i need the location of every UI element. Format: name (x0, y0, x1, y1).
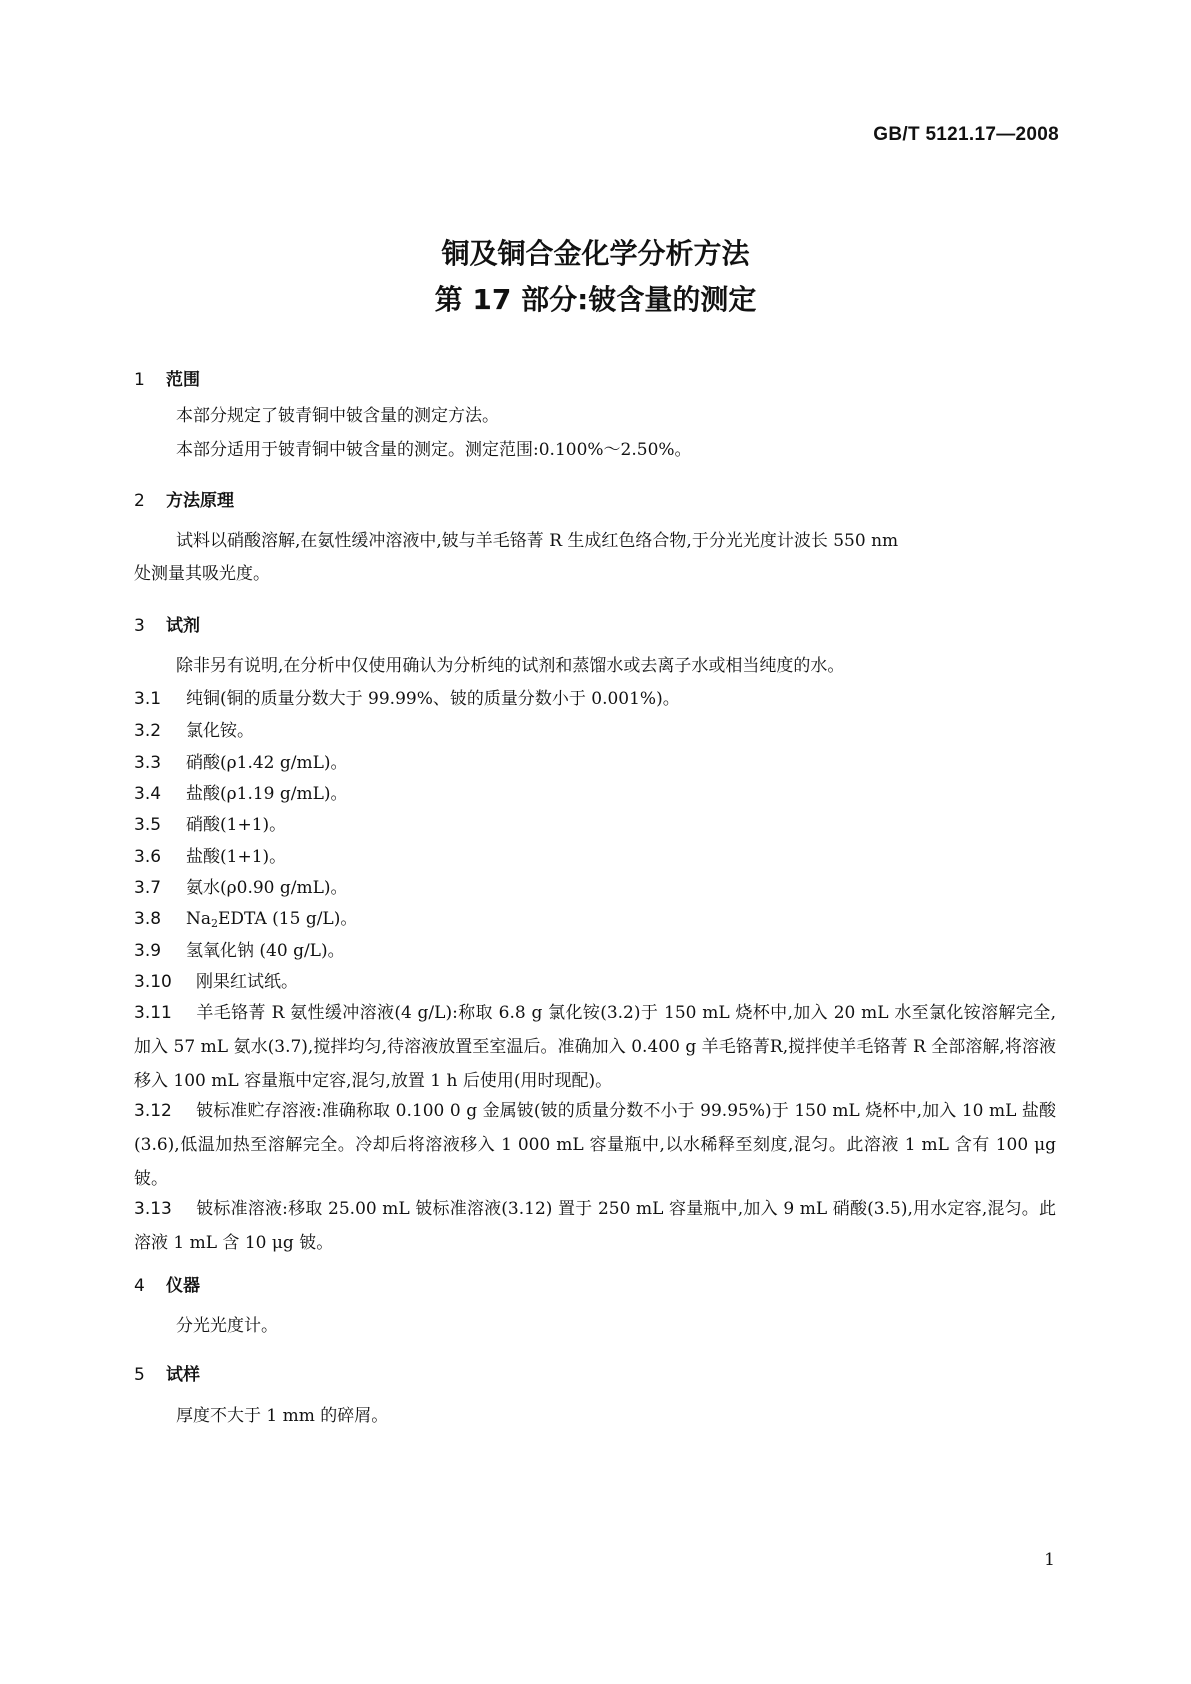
section-number: 4 (134, 1276, 145, 1296)
page-number: 1 (1044, 1550, 1055, 1570)
paragraph: 试料以硝酸溶解,在氨性缓冲溶液中,铍与羊毛铬菁 R 生成红色络合物,于分光光度计波长 550 nm (176, 531, 899, 551)
section-number: 5 (134, 1365, 145, 1385)
list-item: 3.10 刚果红试纸。 (134, 972, 298, 992)
section-title: 试样 (166, 1365, 200, 1385)
paragraph: 处测量其吸光度。 (134, 564, 270, 584)
list-item: 3.11 羊毛铬菁 R 氨性缓冲溶液(4 g/L):称取 6.8 g 氯化铵(3.2)于 150 mL 烧杯中,加入 20 mL 水至氯化铵溶解完全,加入 57 mL 氨水(3.7),搅拌均匀,待溶液放置至室温后。准确加入 0.400 g 羊毛铬菁R,搅拌使羊毛铬菁 R 全部溶解,将溶液移入 100 mL 容量瓶中定容,混匀,放置 1 h 后使用(用时现配)。 (134, 1003, 1056, 1091)
paragraph: 厚度不大于 1 mm 的碎屑。 (176, 1406, 389, 1426)
list-item: 3.7 氨水(ρ0.90 g/mL)。 (134, 878, 348, 898)
list-item: 3.6 盐酸(1+1)。 (134, 847, 287, 867)
section-heading-scope (134, 365, 200, 390)
document-title-line1: 铜及铜合金化学分析方法 (441, 237, 750, 270)
list-item: 3.1 纯铜(铜的质量分数大于 99.99%、铍的质量分数小于 0.001%)。 (134, 689, 680, 709)
section-heading-sample (134, 1360, 200, 1385)
paragraph: 分光光度计。 (176, 1316, 278, 1336)
section-title: 范围 (166, 370, 200, 390)
section-number: 2 (134, 491, 145, 511)
list-item: 3.5 硝酸(1+1)。 (134, 815, 287, 835)
list-item: 3.12 铍标准贮存溶液:准确称取 0.100 0 g 金属铍(铍的质量分数不小于 99.95%)于 150 mL 烧杯中,加入 10 mL 盐酸(3.6),低温加热至溶解完全。冷却后将溶液移入 1 000 mL 容量瓶中,以水稀释至刻度,混匀。此溶液 1 mL 含有 100 μg 铍。 (134, 1101, 1056, 1189)
paragraph: 本部分规定了铍青铜中铍含量的测定方法。 (176, 406, 499, 426)
paragraph: 除非另有说明,在分析中仅使用确认为分析纯的试剂和蒸馏水或去离子水或相当纯度的水。 (176, 656, 845, 676)
section-number: 3 (134, 616, 145, 636)
paragraph: 本部分适用于铍青铜中铍含量的测定。测定范围:0.100%～2.50%。 (176, 440, 692, 460)
list-item: 3.9 氢氧化钠 (40 g/L)。 (134, 941, 345, 961)
list-item: 3.4 盐酸(ρ1.19 g/mL)。 (134, 784, 348, 804)
document-title-line2: 第 17 部分:铍含量的测定 (434, 283, 757, 316)
list-item: 3.8 $Na_2EDTA$ (15 g/L)。 (134, 909, 358, 930)
section-heading-reagents (134, 611, 200, 636)
standard-code: GB/T 5121.17—2008 (873, 124, 1059, 145)
section-number: 1 (134, 370, 145, 390)
section-title: 仪器 (166, 1276, 200, 1296)
section-heading-apparatus (134, 1271, 200, 1296)
list-item: 3.3 硝酸(ρ1.42 g/mL)。 (134, 753, 348, 773)
section-heading-principle (134, 486, 234, 511)
section-title: 试剂 (166, 616, 200, 636)
list-item: 3.13 铍标准溶液:移取 25.00 mL 铍标准溶液(3.12) 置于 250 mL 容量瓶中,加入 9 mL 硝酸(3.5),用水定容,混匀。此溶液 1 mL 含 10 μg 铍。 (134, 1199, 1056, 1253)
section-title: 方法原理 (166, 491, 234, 511)
list-item: 3.2 氯化铵。 (134, 721, 254, 741)
